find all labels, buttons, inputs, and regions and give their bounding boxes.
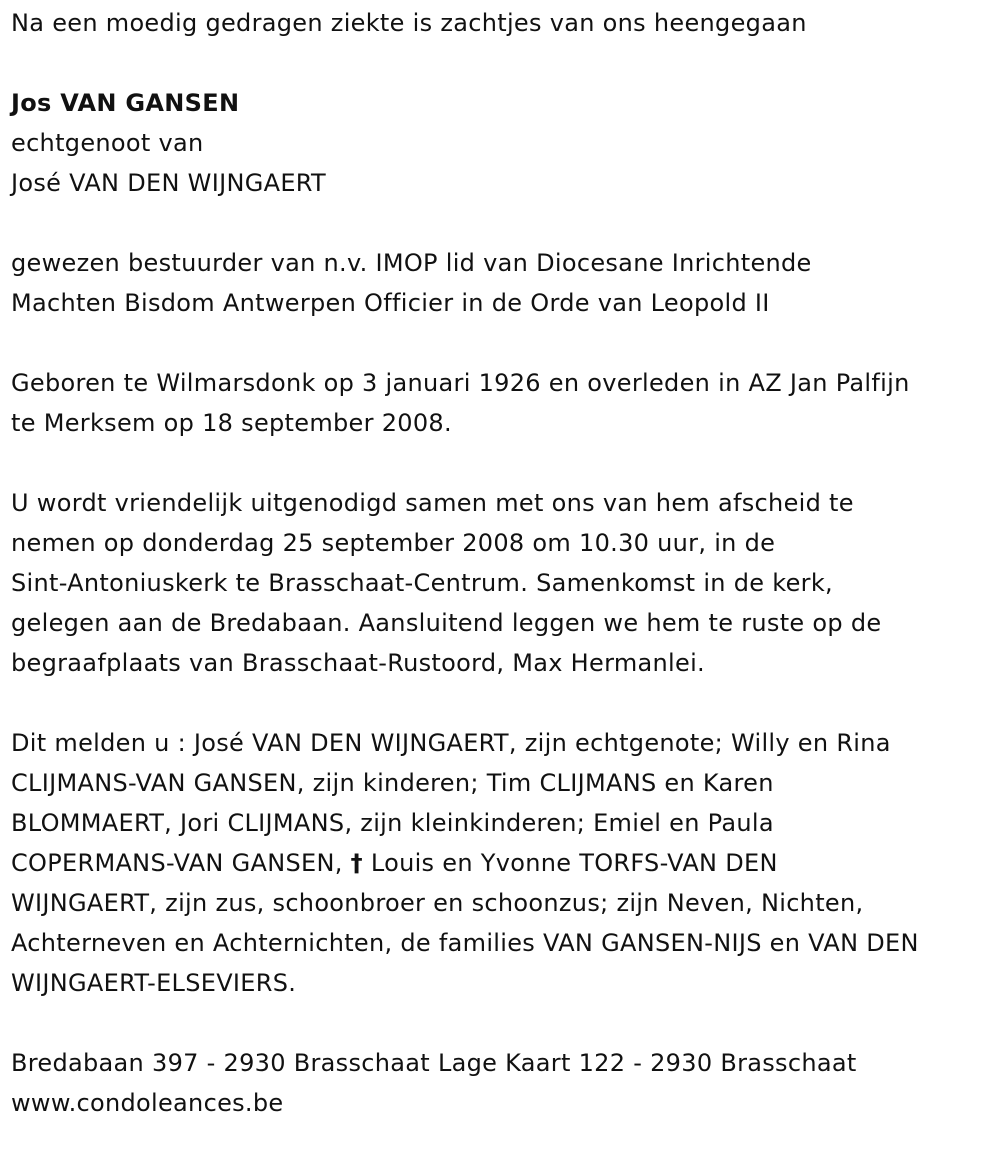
spacer xyxy=(11,203,995,243)
intro-text: Na een moedig gedragen ziekte is zachtjes van ons heengegaan xyxy=(11,9,807,37)
family-line: WIJNGAERT-ELSEVIERS. xyxy=(11,969,297,997)
ceremony-line: gelegen aan de Bredabaan. Aansluitend leggen we hem te ruste op de xyxy=(11,609,882,637)
addresses-line: Bredabaan 397 - 2930 Brasschaat Lage Kaart 122 - 2930 Brasschaat xyxy=(11,1049,857,1077)
family-line: WIJNGAERT, zijn zus, schoonbroer en schoonzus; zijn Neven, Nichten, xyxy=(11,889,864,917)
titles-line: Machten Bisdom Antwerpen Officier in de Orde van Leopold II xyxy=(11,289,770,317)
spacer xyxy=(11,443,995,483)
spacer xyxy=(11,323,995,363)
cross-icon: † xyxy=(350,849,363,877)
family-line: Achterneven en Achternichten, de families VAN GANSEN-NIJS en VAN DEN xyxy=(11,929,919,957)
spouse-name: José VAN DEN WIJNGAERT xyxy=(11,169,326,197)
relation-text: echtgenoot van xyxy=(11,129,204,157)
ceremony-line: Sint-Antoniuskerk te Brasschaat-Centrum. Samenkomst in de kerk, xyxy=(11,569,833,597)
spacer xyxy=(11,1003,995,1043)
family-line: Dit melden u : José VAN DEN WIJNGAERT, zijn echtgenote; Willy en Rina xyxy=(11,729,891,757)
website-link[interactable]: www.condoleances.be xyxy=(11,1089,284,1117)
family-text: Louis en Yvonne TORFS-VAN DEN xyxy=(362,849,778,877)
family-line: CLIJMANS-VAN GANSEN, zijn kinderen; Tim CLIJMANS en Karen xyxy=(11,769,774,797)
spacer xyxy=(11,683,995,723)
family-line: BLOMMAERT, Jori CLIJMANS, zijn kleinkinderen; Emiel en Paula xyxy=(11,809,774,837)
spacer xyxy=(11,43,995,83)
birth-death-line: te Merksem op 18 september 2008. xyxy=(11,409,452,437)
birth-death-line: Geboren te Wilmarsdonk op 3 januari 1926 en overleden in AZ Jan Palfijn xyxy=(11,369,910,397)
ceremony-line: begraafplaats van Brasschaat-Rustoord, Max Hermanlei. xyxy=(11,649,705,677)
obituary-notice xyxy=(11,3,995,1123)
titles-line: gewezen bestuurder van n.v. IMOP lid van Diocesane Inrichtende xyxy=(11,249,812,277)
family-text: COPERMANS-VAN GANSEN, xyxy=(11,849,351,877)
family-line xyxy=(11,843,995,883)
deceased-name: Jos VAN GANSEN xyxy=(11,89,240,117)
ceremony-line: nemen op donderdag 25 september 2008 om 10.30 uur, in de xyxy=(11,529,776,557)
ceremony-line: U wordt vriendelijk uitgenodigd samen met ons van hem afscheid te xyxy=(11,489,854,517)
